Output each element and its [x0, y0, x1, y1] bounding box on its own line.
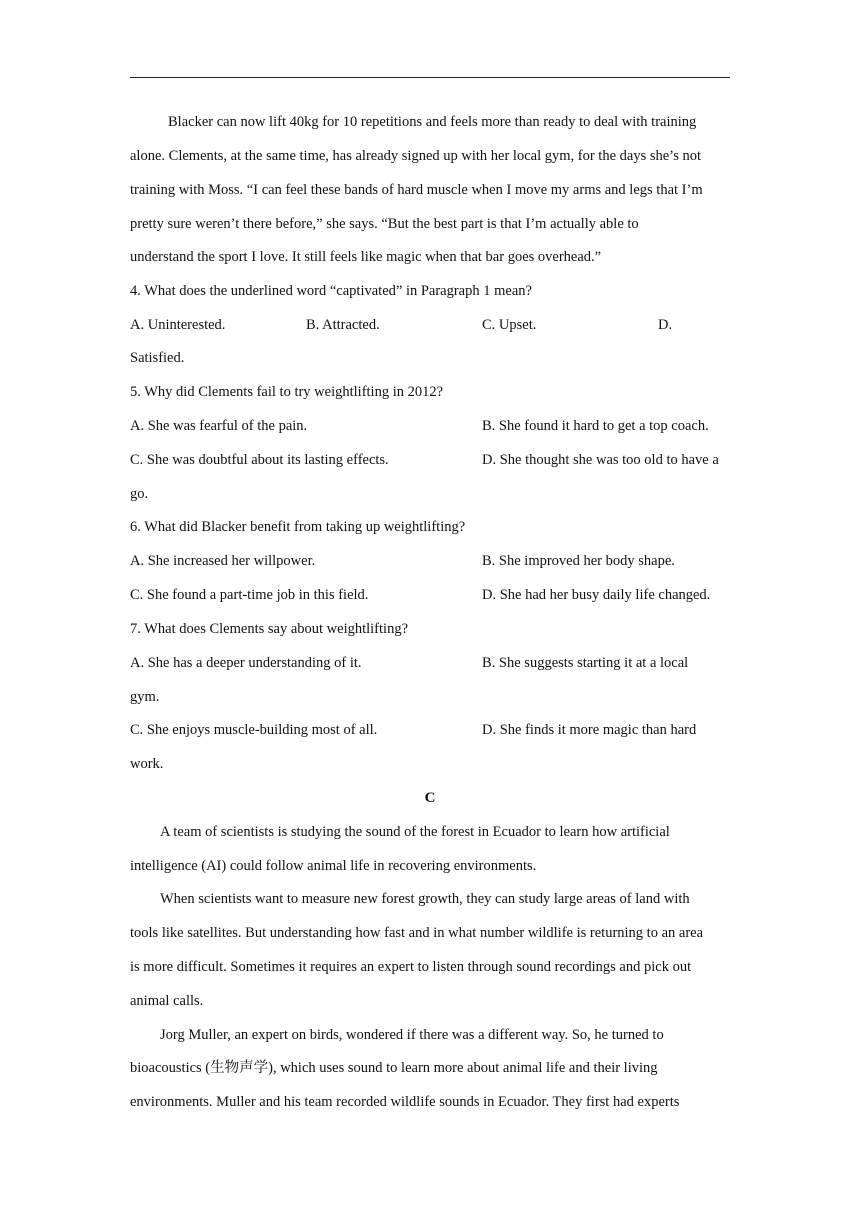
header-rule — [130, 77, 730, 78]
passage-line: Jorg Muller, an expert on birds, wondered if there was a different way. So, he turned to — [160, 1027, 664, 1043]
passage-line: alone. Clements, at the same time, has already signed up with her local gym, for the days she’s not — [130, 148, 701, 164]
passage-line: animal calls. — [130, 993, 204, 1009]
question-stem: 5. Why did Clements fail to try weightlifting in 2012? — [130, 384, 444, 400]
option-c: C. She enjoys muscle-building most of all. — [130, 722, 378, 738]
passage-line: bioacoustics (生物声学), which uses sound to learn more about animal life and their living — [130, 1060, 658, 1076]
option-c: C. She found a part-time job in this field. — [130, 587, 369, 603]
option-d: D. She thought she was too old to have a — [482, 452, 719, 468]
passage-line: Blacker can now lift 40kg for 10 repetitions and feels more than ready to deal with training — [168, 114, 697, 130]
question-stem: 6. What did Blacker benefit from taking up weightlifting? — [130, 519, 466, 535]
option-d: D. — [658, 317, 673, 333]
section-heading: C — [424, 790, 436, 806]
option-d-continued: work. — [130, 756, 164, 772]
option-d: D. She finds it more magic than hard — [482, 722, 697, 738]
passage-line: When scientists want to measure new forest growth, they can study large areas of land with — [160, 891, 690, 907]
passage-line: is more difficult. Sometimes it requires an expert to listen through sound recordings and pick out — [130, 959, 692, 975]
passage-line: tools like satellites. But understanding how fast and in what number wildlife is returning to an area — [130, 925, 704, 941]
option-b: B. She improved her body shape. — [482, 553, 675, 569]
passage-line: intelligence (AI) could follow animal life in recovering environments. — [130, 858, 537, 874]
question-stem: 7. What does Clements say about weightlifting? — [130, 621, 408, 637]
option-b: B. She suggests starting it at a local — [482, 655, 689, 671]
option-a: A. She was fearful of the pain. — [130, 418, 308, 434]
option-d-continued: go. — [130, 486, 149, 502]
option-b: B. Attracted. — [306, 317, 380, 333]
option-b: B. She found it hard to get a top coach. — [482, 418, 709, 434]
passage-line: understand the sport I love. It still feels like magic when that bar goes overhead.” — [130, 249, 602, 265]
option-a: A. She has a deeper understanding of it. — [130, 655, 362, 671]
option-b-continued: gym. — [130, 689, 160, 705]
question-stem: 4. What does the underlined word “captivated” in Paragraph 1 mean? — [130, 283, 532, 299]
option-c: C. She was doubtful about its lasting effects. — [130, 452, 389, 468]
passage-line: training with Moss. “I can feel these bands of hard muscle when I move my arms and legs that I’m — [130, 182, 703, 198]
passage-line: environments. Muller and his team recorded wildlife sounds in Ecuador. They first had experts — [130, 1094, 680, 1110]
option-c: C. Upset. — [482, 317, 537, 333]
passage-line: A team of scientists is studying the sound of the forest in Ecuador to learn how artificial — [160, 824, 670, 840]
option-a: A. She increased her willpower. — [130, 553, 316, 569]
option-d: D. She had her busy daily life changed. — [482, 587, 711, 603]
passage-line: pretty sure weren’t there before,” she says. “But the best part is that I’m actually able to — [130, 216, 639, 232]
option-a: A. Uninterested. — [130, 317, 226, 333]
option-d-continued: Satisfied. — [130, 350, 185, 366]
